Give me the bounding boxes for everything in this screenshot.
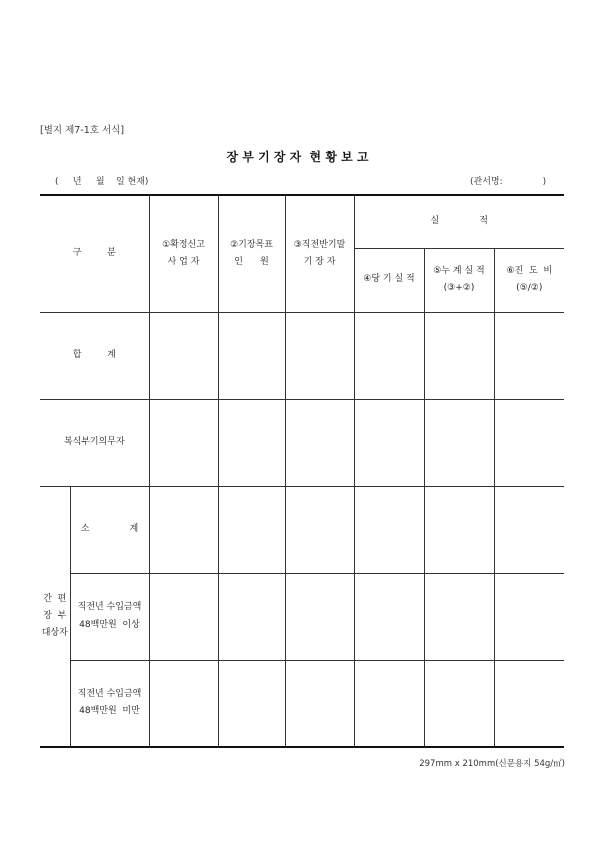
as-of-date-line: ( 년 월 일 현재) <box>55 177 149 187</box>
data-cell[interactable] <box>354 312 424 399</box>
header-bookkeeping-target: ②기장목표 인 원 <box>218 195 285 312</box>
paper-spec-note: 297mm x 210mm(신문용지 54g/㎡) <box>419 759 565 769</box>
table-row <box>40 486 564 573</box>
header-progress-ratio: ⑥진 도 비 (⑤/②) <box>494 248 564 312</box>
report-title: 장 부 기 장 자 현 황 보 고 <box>226 150 369 164</box>
data-cell[interactable] <box>354 486 424 573</box>
data-cell[interactable] <box>149 486 218 573</box>
data-cell[interactable] <box>218 399 285 486</box>
data-cell[interactable] <box>494 573 564 660</box>
bookkeeper-status-table <box>40 194 564 748</box>
data-cell[interactable] <box>285 312 354 399</box>
table-row <box>40 660 564 747</box>
data-cell[interactable] <box>218 573 285 660</box>
data-cell[interactable] <box>494 660 564 747</box>
office-name-line: (관서명: ) <box>470 177 547 187</box>
header-category: 구 분 <box>40 195 149 312</box>
data-cell[interactable] <box>354 660 424 747</box>
data-cell[interactable] <box>149 399 218 486</box>
header-final-return-business: ①확정신고 사 업 자 <box>149 195 218 312</box>
form-number-label: [별지 제7-1호 서식] <box>40 125 125 136</box>
row-label-subtotal: 소 계 <box>70 486 149 573</box>
header-current-performance: ④당 기 실 적 <box>354 248 424 312</box>
row-label-income-under-48m: 직전년 수입금액 48백만원 미만 <box>70 660 149 747</box>
data-cell[interactable] <box>285 573 354 660</box>
data-cell[interactable] <box>354 573 424 660</box>
data-cell[interactable] <box>424 312 494 399</box>
data-cell[interactable] <box>285 486 354 573</box>
data-cell[interactable] <box>285 660 354 747</box>
data-cell[interactable] <box>285 399 354 486</box>
data-cell[interactable] <box>424 399 494 486</box>
data-cell[interactable] <box>354 399 424 486</box>
header-cumulative-performance: ⑤누 계 실 적 (③+②) <box>424 248 494 312</box>
group-label-simple-bookkeeping: 간 편 장 부 대상자 <box>40 486 70 747</box>
table-row <box>40 573 564 660</box>
row-label-total: 합 계 <box>40 312 149 399</box>
data-cell[interactable] <box>494 486 564 573</box>
data-cell[interactable] <box>149 660 218 747</box>
data-cell[interactable] <box>424 573 494 660</box>
header-performance: 실 적 <box>354 195 564 248</box>
data-cell[interactable] <box>218 486 285 573</box>
data-cell[interactable] <box>424 486 494 573</box>
data-cell[interactable] <box>218 660 285 747</box>
header-prev-half-bookkeepers: ③직전반기말 기 장 자 <box>285 195 354 312</box>
table-row <box>40 399 564 486</box>
row-label-double-entry: 복식부기의무자 <box>40 399 149 486</box>
data-cell[interactable] <box>494 312 564 399</box>
data-cell[interactable] <box>218 312 285 399</box>
row-label-income-over-48m: 직전년 수입금액 48백만원 이상 <box>70 573 149 660</box>
data-cell[interactable] <box>424 660 494 747</box>
data-cell[interactable] <box>149 312 218 399</box>
data-cell[interactable] <box>149 573 218 660</box>
data-cell[interactable] <box>494 399 564 486</box>
table-row <box>40 312 564 399</box>
